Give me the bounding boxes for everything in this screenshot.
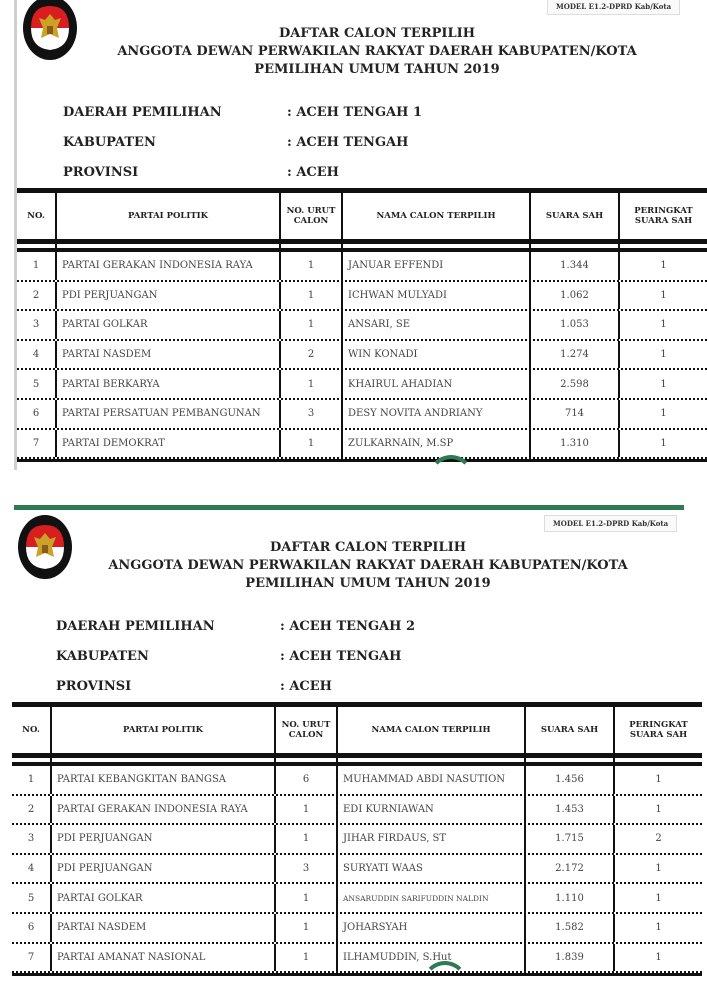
cell-no: 3	[12, 825, 52, 853]
meta-value: : ACEH TENGAH 2	[280, 618, 415, 634]
cell-rank: 1	[660, 260, 667, 272]
table-row	[12, 766, 702, 796]
header-col-suara: SUARA SAH	[526, 707, 615, 753]
cell-rank: 1	[660, 378, 667, 390]
meta-label: DAERAH PEMILIHAN	[56, 618, 215, 634]
cell-suara: 2.598	[531, 370, 620, 398]
index-cell	[276, 758, 338, 762]
cell-urut: 1	[276, 825, 338, 853]
cell-party: PARTAI PERSATUAN PEMBANGUNAN	[57, 400, 281, 428]
cell-party: PARTAI GERAKAN INDONESIA RAYA	[57, 252, 281, 280]
meta-label: KABUPATEN	[56, 648, 149, 664]
cell-no: 5	[17, 370, 57, 398]
table-row	[17, 282, 707, 312]
cell-urut: 1	[281, 430, 343, 458]
document-title	[68, 539, 668, 593]
header-col-rank: PERINGKAT SUARA SAH	[629, 720, 688, 740]
model-form-label: MODEL E1.2-DPRD Kab/Kota	[547, 0, 680, 15]
meta-label: DAERAH PEMILIHAN	[63, 104, 222, 120]
cell-name: ILHAMUDDIN, S.Hut	[338, 944, 526, 972]
kpu-logo-icon	[16, 513, 74, 581]
cell-urut: 1	[281, 311, 343, 339]
header-col-no: NO.	[17, 193, 57, 239]
index-cell	[57, 244, 281, 248]
scroll-indicator-icon	[422, 961, 468, 1007]
cell-urut: 1	[276, 796, 338, 824]
cell-suara: 1.582	[526, 914, 615, 942]
table-row	[12, 796, 702, 826]
cell-name: DESY NOVITA ANDRIANY	[343, 400, 531, 428]
meta-row-kabupaten	[63, 127, 422, 157]
cell-party: PARTAI GOLKAR	[57, 311, 281, 339]
meta-row-dapil	[56, 611, 415, 641]
cell-suara: 1.456	[526, 766, 615, 794]
cell-suara: 1.053	[531, 311, 620, 339]
cell-name: ANSARUDDIN SARIFUDDIN NALDIN	[338, 884, 526, 912]
cell-suara: 1.839	[526, 944, 615, 972]
column-index-row	[12, 758, 702, 766]
title-line: PEMILIHAN UMUM TAHUN 2019	[254, 62, 500, 77]
region-meta	[56, 611, 415, 701]
table-header	[12, 702, 702, 758]
table-row	[12, 944, 702, 974]
cell-suara: 1.110	[526, 884, 615, 912]
meta-value: : ACEH TENGAH	[280, 648, 402, 664]
meta-value: : ACEH TENGAH	[287, 134, 409, 150]
cell-rank: 1	[655, 803, 662, 815]
cell-urut: 3	[276, 855, 338, 883]
meta-value: : ACEH TENGAH 1	[287, 104, 422, 120]
cell-no: 1	[12, 766, 52, 794]
cell-rank: 1	[660, 408, 667, 420]
cell-name: JOHARSYAH	[338, 914, 526, 942]
cell-rank: 1	[660, 289, 667, 301]
cell-urut: 3	[281, 400, 343, 428]
cell-name: EDI KURNIAWAN	[338, 796, 526, 824]
index-cell	[531, 244, 620, 248]
cell-urut: 6	[276, 766, 338, 794]
cell-party: PARTAI AMANAT NASIONAL	[52, 944, 276, 972]
cell-party: PARTAI KEBANGKITAN BANGSA	[52, 766, 276, 794]
meta-row-provinsi	[56, 671, 415, 701]
meta-value: : ACEH	[280, 678, 332, 694]
title-line: DAFTAR CALON TERPILIH	[278, 26, 476, 41]
cell-name: JIHAR FIRDAUS, ST	[338, 825, 526, 853]
meta-row-dapil	[63, 97, 422, 127]
cell-name: KHAIRUL AHADIAN	[343, 370, 531, 398]
header-col-urut: NO. URUT CALON	[281, 193, 343, 239]
cell-suara: 1.310	[531, 430, 620, 458]
cell-name: SURYATI WAAS	[338, 855, 526, 883]
cell-no: 6	[12, 914, 52, 942]
cell-no: 2	[12, 796, 52, 824]
scroll-indicator-icon	[428, 455, 474, 501]
index-cell	[12, 758, 52, 762]
model-form-label: MODEL E1.2-DPRD Kab/Kota	[544, 515, 677, 532]
header-col-no: NO.	[12, 707, 52, 753]
index-cell	[52, 758, 276, 762]
cell-no: 2	[17, 282, 57, 310]
table-row	[17, 370, 707, 400]
cell-rank: 1	[655, 892, 662, 904]
cell-no: 3	[17, 311, 57, 339]
title-line: DAFTAR CALON TERPILIH	[269, 540, 467, 555]
cell-name: ICHWAN MULYADI	[343, 282, 531, 310]
cell-party: PARTAI NASDEM	[57, 341, 281, 369]
cell-party: PDI PERJUANGAN	[52, 825, 276, 853]
index-cell	[615, 758, 702, 762]
table-header	[17, 188, 707, 244]
meta-row-provinsi	[63, 157, 422, 187]
header-col-suara: SUARA SAH	[531, 193, 620, 239]
table-bottom-rule	[17, 459, 707, 462]
cell-suara: 2.172	[526, 855, 615, 883]
cell-urut: 1	[281, 282, 343, 310]
index-cell	[338, 758, 526, 762]
kpu-logo-icon	[21, 0, 79, 62]
meta-label: PROVINSI	[56, 678, 132, 694]
index-cell	[526, 758, 615, 762]
cell-urut: 1	[276, 914, 338, 942]
cell-suara: 1.715	[526, 825, 615, 853]
cell-suara: 1.062	[531, 282, 620, 310]
cell-urut: 1	[276, 884, 338, 912]
document-aceh-tengah-1	[14, 0, 693, 470]
header-col-name: NAMA CALON TERPILIH	[338, 707, 526, 753]
cell-rank: 1	[660, 437, 667, 449]
cell-no: 5	[12, 884, 52, 912]
cell-name: ZULKARNAIN, M.SP	[343, 430, 531, 458]
cell-rank: 1	[655, 951, 662, 963]
meta-label: PROVINSI	[63, 164, 139, 180]
header-col-urut: NO. URUT CALON	[276, 707, 338, 753]
cell-rank: 1	[655, 922, 662, 934]
cell-urut: 1	[281, 252, 343, 280]
table-row	[12, 884, 702, 914]
cell-urut: 2	[281, 341, 343, 369]
cell-suara: 714	[531, 400, 620, 428]
cell-rank: 1	[655, 774, 662, 786]
cell-party: PDI PERJUANGAN	[57, 282, 281, 310]
cell-urut: 1	[281, 370, 343, 398]
elected-candidates-table	[17, 188, 707, 462]
header-col-rank: PERINGKAT SUARA SAH	[634, 206, 693, 226]
title-line: ANGGOTA DEWAN PERWAKILAN RAKYAT DAERAH KABUPATEN/KOTA	[108, 558, 628, 573]
cell-party: PARTAI DEMOKRAT	[57, 430, 281, 458]
table-row	[17, 311, 707, 341]
header-col-name: NAMA CALON TERPILIH	[343, 193, 531, 239]
title-line: PEMILIHAN UMUM TAHUN 2019	[245, 576, 491, 591]
index-cell	[343, 244, 531, 248]
cell-no: 4	[17, 341, 57, 369]
table-row	[12, 914, 702, 944]
cell-party: PARTAI GOLKAR	[52, 884, 276, 912]
cell-rank: 2	[655, 833, 662, 845]
cell-no: 1	[17, 252, 57, 280]
cell-party: PARTAI BERKARYA	[57, 370, 281, 398]
cell-name: ANSARI, SE	[343, 311, 531, 339]
table-row	[12, 855, 702, 885]
document-aceh-tengah-2	[12, 510, 688, 975]
index-cell	[17, 244, 57, 248]
cell-no: 4	[12, 855, 52, 883]
cell-no: 7	[17, 430, 57, 458]
index-cell	[281, 244, 343, 248]
table-bottom-rule	[12, 973, 702, 976]
column-index-row	[17, 244, 707, 252]
document-title	[77, 25, 677, 79]
table-row	[17, 400, 707, 430]
index-cell	[620, 244, 707, 248]
table-row	[17, 252, 707, 282]
meta-row-kabupaten	[56, 641, 415, 671]
cell-suara: 1.274	[531, 341, 620, 369]
cell-urut: 1	[276, 944, 338, 972]
title-line: ANGGOTA DEWAN PERWAKILAN RAKYAT DAERAH KABUPATEN/KOTA	[117, 44, 637, 59]
cell-rank: 1	[660, 349, 667, 361]
cell-suara: 1.453	[526, 796, 615, 824]
meta-value: : ACEH	[287, 164, 339, 180]
elected-candidates-table	[12, 702, 702, 976]
cell-rank: 1	[655, 863, 662, 875]
table-row	[17, 341, 707, 371]
cell-suara: 1.344	[531, 252, 620, 280]
document-gap	[0, 470, 684, 505]
cell-party: PDI PERJUANGAN	[52, 855, 276, 883]
table-row	[12, 825, 702, 855]
table-row	[17, 430, 707, 460]
cell-party: PARTAI GERAKAN INDONESIA RAYA	[52, 796, 276, 824]
cell-name: WIN KONADI	[343, 341, 531, 369]
cell-no: 6	[17, 400, 57, 428]
header-col-party: PARTAI POLITIK	[52, 707, 276, 753]
header-col-party: PARTAI POLITIK	[57, 193, 281, 239]
cell-rank: 1	[660, 319, 667, 331]
cell-name: JANUAR EFFENDI	[343, 252, 531, 280]
meta-label: KABUPATEN	[63, 134, 156, 150]
cell-name: MUHAMMAD ABDI NASUTION	[338, 766, 526, 794]
cell-no: 7	[12, 944, 52, 972]
region-meta	[63, 97, 422, 187]
cell-party: PARTAI NASDEM	[52, 914, 276, 942]
